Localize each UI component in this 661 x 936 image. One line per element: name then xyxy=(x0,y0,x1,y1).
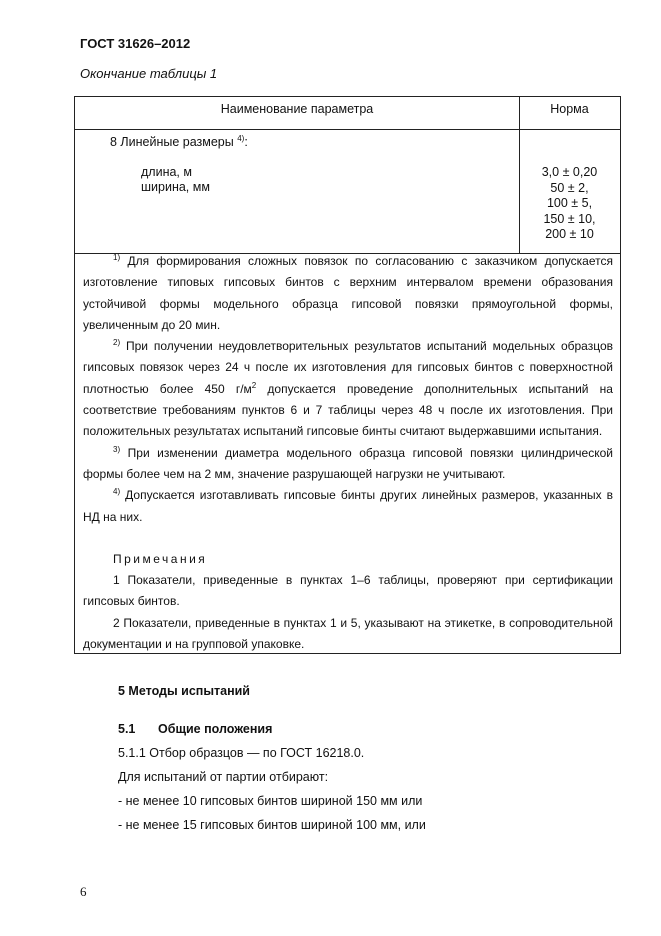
row-title-tail: : xyxy=(244,135,248,149)
footnote-mark: 3) xyxy=(113,444,121,454)
norm-value: 150 ± 10, xyxy=(543,211,596,226)
norm-value: 100 ± 5, xyxy=(546,196,593,210)
notes-heading-text: Примечания xyxy=(113,551,208,566)
norm-values xyxy=(519,165,620,243)
note-2: 2 Показатели, приведенные в пунктах 1 и 5, указывают на этикетке, в сопроводительной документации и на групповой упаковке. xyxy=(83,615,613,652)
footnote-mark: 1) xyxy=(113,253,121,262)
width-label: ширина, мм xyxy=(141,180,210,194)
section-title: 5 Методы испытаний xyxy=(118,684,250,698)
superscript: 2 xyxy=(251,380,257,390)
footnote-3 xyxy=(83,443,613,486)
footnote-text: Допускается изготавливать гипсовые бинты других линейных размеров, указанных в НД на них. xyxy=(83,488,613,524)
footnote-mark: 2) xyxy=(113,338,121,348)
footnote-2 xyxy=(83,336,613,442)
note-1: 1 Показатели, приведенные в пунктах 1–6 таблицы, проверяют при сертификации гипсовых бинтов. xyxy=(83,573,613,609)
page-number: 6 xyxy=(80,884,87,899)
subsection-title: Общие положения xyxy=(158,722,273,736)
footnote-1 xyxy=(83,251,613,336)
table-caption: Окончание таблицы 1 xyxy=(80,66,218,81)
paragraph-intro: Для испытаний от партии отбирают: xyxy=(118,770,329,784)
document-header: ГОСТ 31626–2012 xyxy=(80,36,191,51)
list-item: - не менее 15 гипсовых бинтов шириной 100 мм, или xyxy=(118,818,426,832)
norm-value: 50 ± 2, xyxy=(550,180,589,195)
subsection-number: 5.1 xyxy=(118,722,136,736)
column-header-parameter: Наименование параметра xyxy=(220,102,374,116)
row-title-text: 8 Линейные размеры xyxy=(110,135,234,149)
footnote-text: При изменении диаметра модельного образца гипсовой повязки цилиндрической формы более чем на 2 мм, значение разрушающей нагрузки не учитывают. xyxy=(83,445,613,481)
footnote-mark: 4) xyxy=(113,487,121,497)
row-title xyxy=(110,135,248,149)
norm-value: 3,0 ± 0,20 xyxy=(541,165,598,179)
footnote-text: При получении неудовлетворительных результатов испытаний модельных образцов гипсовых повязок через 24 ч после их изготовления для гипсовых бинтов с поверхностной плотностью более 450 г/м xyxy=(83,339,613,396)
footnotes-block xyxy=(83,251,613,655)
footnote-4 xyxy=(83,485,613,528)
notes-heading xyxy=(83,549,613,570)
footnote-text: допускается проведение дополнительных испытаний на соответствие требованиям пунктов 6 и 7 таблицы через 48 ч после их изготовления. При положительных результатах испытаний гипсовые бинты считают выдержавшими испытания. xyxy=(83,381,613,439)
length-label: длина, м xyxy=(141,165,192,179)
column-header-norm: Норма xyxy=(550,102,589,116)
parameter-table xyxy=(74,96,621,654)
paragraph-5-1-1: 5.1.1 Отбор образцов — по ГОСТ 16218.0. xyxy=(118,746,365,760)
norm-value: 200 ± 10 xyxy=(545,227,594,241)
list-item: - не менее 10 гипсовых бинтов шириной 150 мм или xyxy=(118,794,423,808)
row-title-footnote-mark: 4) xyxy=(237,133,245,143)
header-divider xyxy=(75,129,620,130)
footnote-text: Для формирования сложных повязок по согласованию с заказчиком допускается изготовление типовых гипсовых бинтов с верхним интервалом времени образования устойчивой формы модельного образца гипсовой повязки прямоугольной формы, увеличенным до 20 мин. xyxy=(83,254,613,332)
